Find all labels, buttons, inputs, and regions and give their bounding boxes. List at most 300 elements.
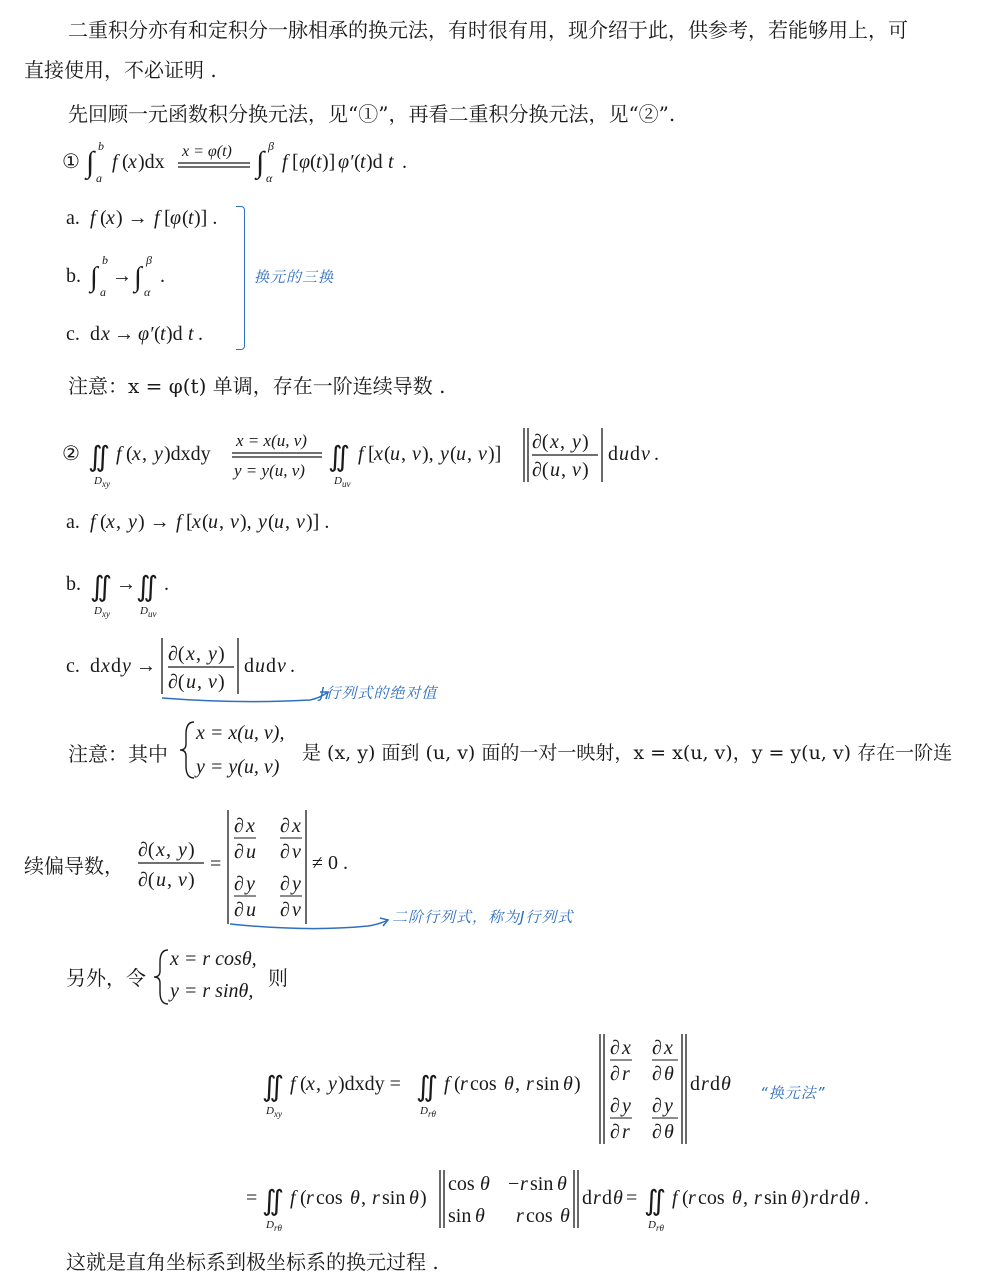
svg-text:∂: ∂ — [280, 873, 290, 895]
mapping-system-brace — [178, 718, 198, 782]
mapping-system-line-1: x = x(u, v), — [196, 722, 285, 744]
svg-text:,: , — [401, 443, 406, 465]
svg-text:∂: ∂ — [234, 841, 244, 863]
svg-text:x: x — [246, 815, 255, 837]
svg-text:uv: uv — [342, 479, 351, 489]
jacobian-prefix: 续偏导数， — [24, 854, 124, 878]
svg-text:f: f — [116, 443, 122, 465]
polar-system-brace — [152, 946, 172, 1008]
svg-text:f: f — [282, 151, 288, 173]
svg-text:D: D — [334, 475, 342, 487]
svg-text:(: ( — [122, 151, 129, 173]
svg-text:x: x — [101, 323, 110, 345]
svg-text:,: , — [743, 1187, 748, 1209]
svg-text:.: . — [864, 1187, 869, 1209]
svg-text:u: u — [619, 443, 629, 465]
svg-text:d: d — [111, 655, 121, 677]
review-line: 先回顾一元函数积分换元法，见“①”，再看二重积分换元法，见“②”. — [68, 102, 676, 126]
svg-text:r: r — [460, 1073, 468, 1095]
svg-text:rθ: rθ — [656, 1223, 664, 1233]
svg-text:∂(: ∂( — [138, 839, 155, 861]
svg-text:∬: ∬ — [88, 442, 111, 473]
svg-text:v: v — [292, 841, 301, 863]
svg-text:.: . — [198, 323, 203, 345]
svg-text:u: u — [274, 511, 284, 533]
svg-text:d: d — [602, 1187, 612, 1209]
svg-text:)] .: )] . — [194, 207, 218, 229]
svg-text:)]: )] — [488, 443, 502, 465]
jacobian-abs-arrow — [160, 688, 340, 710]
svg-text:t: t — [360, 151, 366, 173]
single-note: 注意：x = φ(t) 单调，存在一阶连续导数 . — [68, 374, 446, 398]
svg-text:φ′: φ′ — [338, 151, 354, 173]
svg-text:v: v — [277, 655, 286, 677]
svg-text:y: y — [258, 511, 267, 533]
svg-text:)dx: )dx — [138, 151, 165, 173]
svg-text:D: D — [266, 1219, 274, 1231]
svg-text:=: = — [626, 1187, 638, 1209]
svg-text:d: d — [90, 655, 100, 677]
svg-text:r: r — [593, 1187, 601, 1209]
svg-text:cos: cos — [526, 1205, 553, 1227]
svg-text:y: y — [246, 873, 255, 895]
svg-text:(: ( — [100, 511, 107, 533]
svg-text:,: , — [197, 671, 202, 693]
svg-text:x: x — [101, 655, 110, 677]
svg-text:φ: φ — [299, 151, 311, 173]
svg-text:,: , — [116, 511, 121, 533]
intro-line-1: 二重积分亦有和定积分一脉相承的换元法，有时很有用，现介绍于此，供参考，若能够用上，可 — [68, 18, 908, 42]
svg-text:r: r — [754, 1187, 762, 1209]
svg-text:u: u — [550, 459, 560, 481]
svg-text:=: = — [210, 853, 222, 875]
svg-text:): ) — [420, 1187, 427, 1209]
svg-text:∂: ∂ — [234, 899, 244, 921]
svg-text:r: r — [688, 1187, 696, 1209]
jacobian-note: 二阶行列式，称为J行列式 — [392, 908, 574, 926]
svg-text:a.: a. — [66, 511, 80, 533]
svg-text:[: [ — [292, 151, 299, 173]
svg-text:∫: ∫ — [86, 146, 95, 179]
svg-text:(: ( — [384, 443, 391, 465]
svg-text:u: u — [255, 655, 265, 677]
svg-text:(: ( — [310, 151, 317, 173]
svg-text:x: x — [622, 1037, 631, 1059]
svg-text:): ) — [582, 431, 589, 453]
svg-text:α: α — [266, 171, 273, 185]
svg-text:f: f — [90, 511, 96, 533]
svg-text:→: → — [116, 573, 136, 595]
svg-text:d: d — [244, 655, 254, 677]
svg-text:f: f — [90, 207, 96, 229]
svg-text:d: d — [690, 1073, 700, 1095]
svg-text:): ) — [582, 459, 589, 481]
single-item-a — [64, 200, 264, 234]
svg-text:r: r — [306, 1187, 314, 1209]
svg-text:y: y — [154, 443, 163, 465]
svg-text:∬: ∬ — [136, 572, 159, 603]
svg-text:t: t — [188, 207, 194, 229]
svg-text:.: . — [164, 573, 169, 595]
svg-text:c.: c. — [66, 655, 80, 677]
svg-text:→: → — [112, 265, 132, 287]
single-item-b — [64, 250, 224, 300]
svg-text:sin: sin — [530, 1173, 554, 1195]
svg-text:x: x — [156, 839, 165, 861]
svg-text:(: ( — [450, 443, 457, 465]
svg-text:D: D — [94, 475, 102, 487]
svg-text:(: ( — [182, 207, 189, 229]
svg-text:−: − — [508, 1173, 520, 1195]
svg-text:sin: sin — [764, 1187, 788, 1209]
svg-text:.: . — [402, 151, 407, 173]
svg-text:y: y — [622, 1095, 631, 1117]
svg-text:y: y — [122, 655, 131, 677]
svg-text:v: v — [296, 511, 305, 533]
svg-text:f: f — [112, 151, 118, 173]
svg-text:β: β — [268, 139, 274, 153]
svg-text:∬: ∬ — [90, 572, 113, 603]
svg-text:f: f — [290, 1187, 296, 1209]
jacobian-abs-note: J行列式的绝对值 — [320, 684, 438, 702]
svg-text:d: d — [630, 443, 640, 465]
svg-text:D: D — [140, 605, 148, 617]
svg-text:u: u — [156, 869, 166, 891]
svg-text:,: , — [515, 1073, 520, 1095]
svg-text:u: u — [456, 443, 466, 465]
polar-system-line-2: y = r sinθ, — [170, 980, 254, 1002]
svg-text:sin: sin — [536, 1073, 560, 1095]
svg-text:∂(: ∂( — [138, 869, 155, 891]
svg-text:D: D — [648, 1219, 656, 1231]
svg-text:∬: ∬ — [644, 1186, 667, 1217]
svg-text:∂: ∂ — [652, 1037, 662, 1059]
svg-text:rθ: rθ — [428, 1109, 436, 1119]
svg-text:,: , — [467, 443, 472, 465]
double-item-b — [64, 560, 224, 619]
svg-text:a: a — [100, 285, 106, 299]
svg-text:uv: uv — [148, 609, 157, 619]
svg-text:f: f — [358, 443, 364, 465]
svg-text:v: v — [572, 459, 581, 481]
svg-text:θ: θ — [664, 1121, 674, 1143]
svg-text:θ: θ — [732, 1187, 742, 1209]
svg-text:rθ: rθ — [274, 1223, 282, 1233]
svg-text:r: r — [830, 1187, 838, 1209]
svg-text:θ: θ — [557, 1173, 567, 1195]
substitution-method-note: “换元法” — [760, 1084, 826, 1102]
single-item-c — [64, 316, 264, 350]
svg-text:,: , — [142, 443, 147, 465]
svg-text:∂: ∂ — [280, 815, 290, 837]
svg-text:(: ( — [202, 511, 209, 533]
svg-text:xy: xy — [102, 609, 110, 619]
svg-text:): ) — [218, 671, 225, 693]
svg-text:x: x — [292, 815, 301, 837]
svg-text:xy: xy — [102, 479, 110, 489]
svg-text:sin: sin — [382, 1187, 406, 1209]
svg-text:,: , — [560, 431, 565, 453]
single-formula — [60, 136, 480, 188]
svg-text:cos: cos — [698, 1187, 725, 1209]
svg-text:θ: θ — [560, 1205, 570, 1227]
svg-text:u: u — [390, 443, 400, 465]
svg-text:t: t — [388, 151, 394, 173]
svg-text:θ: θ — [664, 1063, 674, 1085]
svg-text:x: x — [106, 511, 115, 533]
svg-text:∫: ∫ — [256, 146, 265, 179]
svg-text:v: v — [292, 899, 301, 921]
svg-text:y: y — [328, 1073, 337, 1095]
intro-line-2: 直接使用，不必证明 . — [24, 58, 217, 82]
svg-text:,: , — [166, 839, 171, 861]
svg-text:r: r — [622, 1063, 630, 1085]
svg-text:x: x — [128, 151, 137, 173]
svg-text:θ: θ — [480, 1173, 490, 1195]
double-formula — [60, 420, 700, 492]
svg-text:φ′: φ′ — [138, 323, 154, 345]
svg-text:)d: )d — [366, 151, 383, 173]
svg-text:θ: θ — [475, 1205, 485, 1227]
svg-text:θ: θ — [613, 1187, 623, 1209]
svg-text:(: ( — [300, 1073, 307, 1095]
svg-text:∬: ∬ — [416, 1072, 439, 1103]
svg-text:∂(: ∂( — [168, 643, 185, 665]
svg-text:d: d — [710, 1073, 720, 1095]
svg-text:x: x — [550, 431, 559, 453]
svg-text:d: d — [839, 1187, 849, 1209]
svg-text:∂: ∂ — [610, 1095, 620, 1117]
svg-text:(: ( — [454, 1073, 461, 1095]
svg-text:∫: ∫ — [134, 262, 142, 293]
svg-text:): ) — [218, 643, 225, 665]
svg-text:φ: φ — [170, 207, 182, 229]
svg-text:→: → — [114, 323, 134, 345]
polar-then: 则 — [268, 966, 288, 990]
svg-text:y: y — [208, 643, 217, 665]
svg-text:x: x — [192, 511, 201, 533]
svg-text:x = φ(t): x = φ(t) — [182, 143, 232, 160]
svg-text:r: r — [526, 1073, 534, 1095]
svg-text:x: x — [106, 207, 115, 229]
svg-text:D: D — [420, 1105, 428, 1117]
jacobian-nonzero: ≠ 0 . — [312, 852, 348, 874]
svg-text:)dxdy =: )dxdy = — [338, 1073, 401, 1095]
svg-text:u: u — [208, 511, 218, 533]
svg-text:x: x — [132, 443, 141, 465]
svg-text:): ) — [188, 869, 195, 891]
svg-text:d: d — [266, 655, 276, 677]
double-item-a — [64, 504, 404, 538]
svg-text:∂: ∂ — [610, 1037, 620, 1059]
double-note-prefix: 注意：其中 — [68, 742, 168, 766]
svg-text:d: d — [819, 1187, 829, 1209]
svg-text:(: ( — [100, 207, 107, 229]
svg-text:θ: θ — [850, 1187, 860, 1209]
svg-text:cos: cos — [316, 1187, 343, 1209]
svg-text:,: , — [285, 511, 290, 533]
svg-text:f: f — [154, 207, 160, 229]
svg-text:,: , — [196, 643, 201, 665]
svg-text:) →: ) → — [116, 207, 148, 229]
double-item-c — [64, 632, 344, 696]
svg-text:): ) — [188, 839, 195, 861]
svg-text:x: x — [374, 443, 383, 465]
svg-text:∬: ∬ — [328, 442, 351, 473]
svg-text:u: u — [186, 671, 196, 693]
svg-text:)]: )] — [322, 151, 336, 173]
svg-text:(: ( — [126, 443, 133, 465]
polar-prefix: 另外，令 — [66, 966, 146, 990]
svg-text:θ: θ — [563, 1073, 573, 1095]
svg-text:f: f — [672, 1187, 678, 1209]
svg-text:b: b — [98, 139, 104, 153]
svg-text:∂: ∂ — [610, 1121, 620, 1143]
svg-text:θ: θ — [504, 1073, 514, 1095]
svg-text:d: d — [582, 1187, 592, 1209]
jacobian-note-arrow — [228, 912, 398, 936]
svg-text:(: ( — [682, 1187, 689, 1209]
svg-text:∂(: ∂( — [532, 431, 549, 453]
conclusion-line: 这就是直角坐标系到极坐标系的换元过程 . — [66, 1250, 439, 1274]
svg-text:∂: ∂ — [280, 841, 290, 863]
svg-text:r: r — [701, 1073, 709, 1095]
svg-text:y: y — [292, 873, 301, 895]
svg-text:v: v — [208, 671, 217, 693]
svg-text:),: ), — [422, 443, 434, 465]
svg-text:r: r — [372, 1187, 380, 1209]
three-substitutions-note: 换元的三换 — [254, 268, 335, 286]
svg-text:∂: ∂ — [652, 1095, 662, 1117]
svg-text:y: y — [128, 511, 137, 533]
svg-text:) →: ) → — [138, 511, 170, 533]
svg-text:f: f — [290, 1073, 296, 1095]
svg-text:t: t — [316, 151, 322, 173]
svg-text:①: ① — [62, 149, 80, 173]
svg-text:θ: θ — [409, 1187, 419, 1209]
svg-text:=: = — [246, 1187, 258, 1209]
svg-text:D: D — [266, 1105, 274, 1117]
svg-text:x = x(u, v): x = x(u, v) — [236, 431, 307, 450]
svg-text:c.: c. — [66, 323, 80, 345]
svg-text:b: b — [102, 253, 108, 267]
svg-text:②: ② — [62, 441, 80, 465]
svg-text:→: → — [136, 655, 156, 677]
svg-text:)] .: )] . — [306, 511, 330, 533]
svg-text:y: y — [572, 431, 581, 453]
svg-text:.: . — [654, 443, 659, 465]
svg-text:β: β — [146, 253, 152, 267]
svg-text:∂(: ∂( — [168, 671, 185, 693]
svg-text:θ: θ — [791, 1187, 801, 1209]
polar-system-line-1: x = r cosθ, — [170, 948, 257, 970]
svg-text:v: v — [412, 443, 421, 465]
svg-text:b.: b. — [66, 573, 81, 595]
svg-text:x: x — [186, 643, 195, 665]
svg-text:.: . — [290, 655, 295, 677]
svg-text:y: y — [664, 1095, 673, 1117]
svg-text:f: f — [176, 511, 182, 533]
svg-text:v: v — [478, 443, 487, 465]
svg-text:y = y(u, v): y = y(u, v) — [234, 461, 305, 480]
svg-text:v: v — [230, 511, 239, 533]
svg-text:y: y — [178, 839, 187, 861]
svg-text:(: ( — [268, 511, 275, 533]
svg-text:cos: cos — [470, 1073, 497, 1095]
svg-text:)dxdy: )dxdy — [164, 443, 211, 465]
svg-text:r: r — [622, 1121, 630, 1143]
mapping-system-line-2: y = y(u, v) — [196, 756, 280, 778]
svg-text:a: a — [96, 171, 102, 185]
svg-text:x: x — [664, 1037, 673, 1059]
svg-text:∂: ∂ — [234, 815, 244, 837]
polar-equation-2 — [244, 1166, 904, 1238]
svg-text:,: , — [219, 511, 224, 533]
svg-text:sin: sin — [448, 1205, 472, 1227]
svg-text:f: f — [444, 1073, 450, 1095]
svg-text:u: u — [246, 841, 256, 863]
svg-text:D: D — [94, 605, 102, 617]
svg-text:(: ( — [154, 323, 161, 345]
svg-text:∬: ∬ — [262, 1072, 285, 1103]
svg-text:,: , — [561, 459, 566, 481]
svg-text:[: [ — [186, 511, 193, 533]
svg-text:),: ), — [240, 511, 252, 533]
svg-text:,: , — [316, 1073, 321, 1095]
svg-text:): ) — [574, 1073, 581, 1095]
svg-text:r: r — [810, 1187, 818, 1209]
svg-text:r: r — [516, 1205, 524, 1227]
svg-text:d: d — [608, 443, 618, 465]
svg-text:d: d — [90, 323, 100, 345]
svg-text:x: x — [306, 1073, 315, 1095]
svg-text:xy: xy — [274, 1109, 282, 1119]
three-substitutions-bracket — [236, 206, 245, 350]
svg-text:v: v — [641, 443, 650, 465]
polar-equation-1 — [260, 1030, 740, 1150]
svg-text:θ: θ — [721, 1073, 731, 1095]
svg-text:θ: θ — [350, 1187, 360, 1209]
double-note-rest: 是 (x, y) 面到 (u, v) 面的一对一映射，x = x(u, v)，y = y(u, v) 存在一阶连 — [302, 742, 953, 764]
svg-text:∂: ∂ — [610, 1063, 620, 1085]
svg-text:∂: ∂ — [234, 873, 244, 895]
svg-text:t: t — [160, 323, 166, 345]
svg-text:∂: ∂ — [652, 1063, 662, 1085]
svg-text:α: α — [144, 285, 151, 299]
svg-text:∂: ∂ — [280, 899, 290, 921]
svg-text:t: t — [188, 323, 194, 345]
svg-text:y: y — [440, 443, 449, 465]
svg-text:u: u — [246, 899, 256, 921]
svg-text:(: ( — [300, 1187, 307, 1209]
svg-text:,: , — [167, 869, 172, 891]
svg-text:,: , — [361, 1187, 366, 1209]
svg-text:(: ( — [354, 151, 361, 173]
svg-text:∂: ∂ — [652, 1121, 662, 1143]
svg-text:b.: b. — [66, 265, 81, 287]
svg-text:cos: cos — [448, 1173, 475, 1195]
svg-text:a.: a. — [66, 207, 80, 229]
svg-text:[: [ — [368, 443, 375, 465]
svg-text:.: . — [160, 265, 165, 287]
svg-text:[: [ — [164, 207, 171, 229]
svg-text:v: v — [178, 869, 187, 891]
svg-text:∂(: ∂( — [532, 459, 549, 481]
svg-text:)d: )d — [166, 323, 183, 345]
svg-text:∬: ∬ — [262, 1186, 285, 1217]
svg-text:): ) — [802, 1187, 809, 1209]
svg-text:∫: ∫ — [90, 262, 98, 293]
